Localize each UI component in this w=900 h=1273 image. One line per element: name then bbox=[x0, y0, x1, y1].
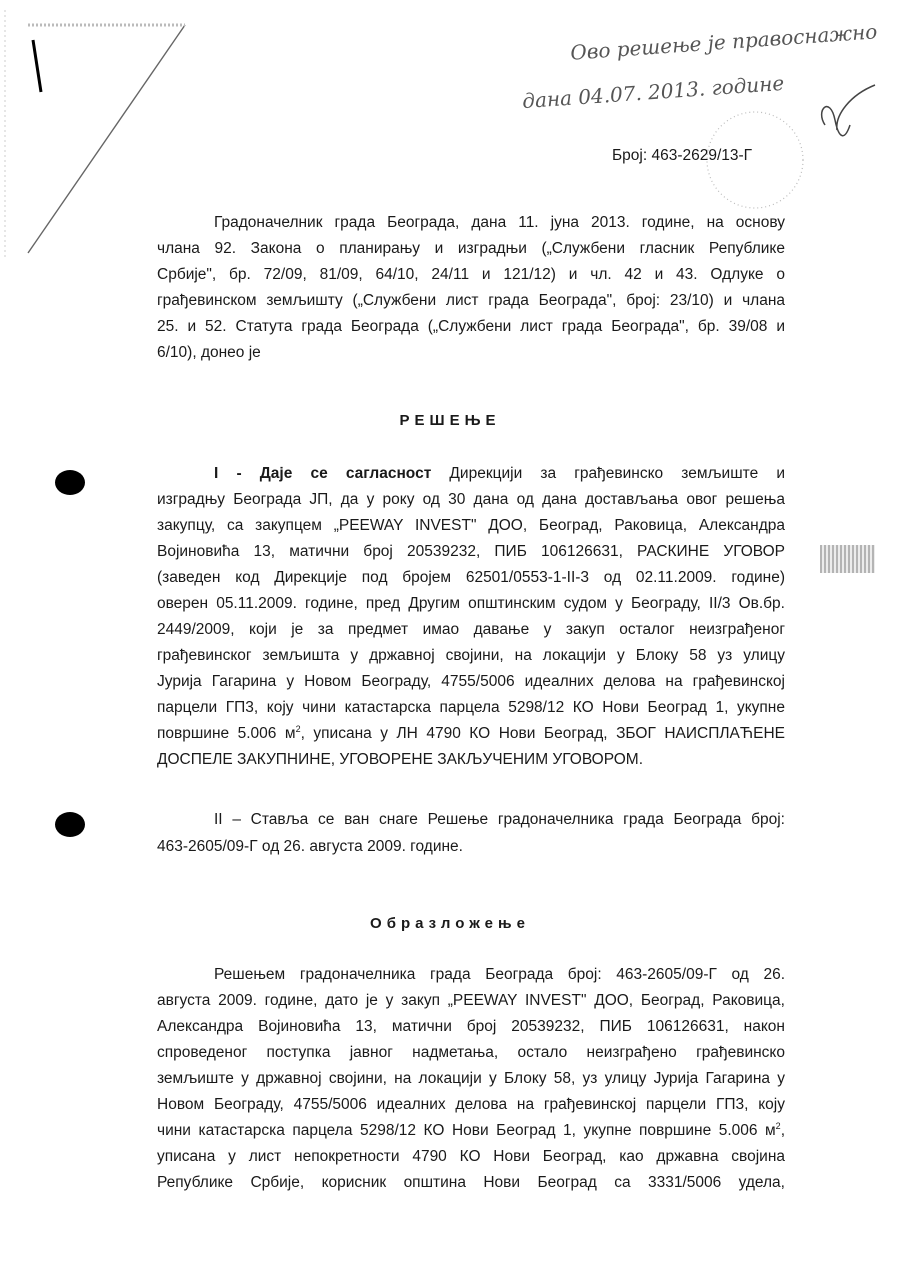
reasoning-line: земљиште у државној својини, на локацији у Блоку 58, уз улицу Јурија Гагарина у bbox=[157, 1070, 785, 1087]
item2-line: II – Ставља се ван снаге Решење градоначелника града Београда број: bbox=[214, 811, 785, 828]
reasoning-line: Решењем градоначелника града Београда број: 463-2605/09-Г од 26. bbox=[214, 966, 785, 983]
superscript: 2 bbox=[295, 723, 301, 734]
item1-first-rest: Дирекцији за грађевинско земљиште и bbox=[431, 465, 785, 482]
area-text: чини катастарска парцела 5298/12 КО Нови Београд 1, укупне површине 5.006 м bbox=[157, 1122, 776, 1139]
preamble-line: 6/10), донео је bbox=[157, 344, 261, 361]
item1-line: парцели ГП3, коју чини катастарска парцела 5298/12 КО Нови Београд 1, укупне bbox=[157, 699, 785, 716]
area-text: површине 5.006 м bbox=[157, 725, 296, 742]
preamble-line: грађевинском земљишту („Службени лист града Београда", број: 23/10) и члана bbox=[157, 292, 785, 309]
punch-hole bbox=[55, 470, 85, 495]
preamble-line: Градоначелник града Београда, дана 11. јуна 2013. године, на основу bbox=[214, 214, 785, 231]
item1-line: грађевинског земљишта у државној својини, на локацији у Блоку 58 уз улицу bbox=[157, 647, 785, 664]
punch-hole bbox=[55, 812, 85, 837]
reasoning-line: Републике Србије, корисник општина Нови Београд са 3331/5006 удела, bbox=[157, 1174, 785, 1191]
item1-line: оверен 05.11.2009. године, пред Другим општинским судом у Београду, II/3 Ов.бр. bbox=[157, 595, 785, 612]
area-text-after: , уписана у ЛН 4790 КО Нови Београд, ЗБОГ НАИСПЛАЋЕНЕ bbox=[300, 725, 785, 742]
handwritten-note-line2: дана 04.07. 2013. године bbox=[521, 70, 785, 114]
item1-line: Јурија Гагарина у Новом Београду, 4755/5006 идеалних делова на грађевинској bbox=[157, 673, 785, 690]
item1-line: 2449/2009, који је за предмет имао давање у закуп осталог неизграђеног bbox=[157, 621, 785, 638]
preamble-line: Србије", бр. 72/09, 81/09, 64/10, 24/11 и 121/12) и чл. 42 и 43. Одлуке о bbox=[157, 266, 785, 283]
reasoning-line: Новом Београду, 4755/5006 идеалних делова на грађевинској парцели ГП3, коју bbox=[157, 1096, 785, 1113]
handwritten-note-line1: Ово решење је правоснажно bbox=[569, 19, 879, 65]
scan-stamp-artifact bbox=[820, 545, 875, 573]
item1-line: (заведен код Дирекције под бројем 62501/0553-1-II-3 од 02.11.2009. године) bbox=[157, 569, 785, 586]
reasoning-line bbox=[157, 1121, 785, 1141]
reasoning-line: уписана у лист непокретности 4790 КО Нови Београд, као државна својина bbox=[157, 1148, 785, 1165]
superscript: 2 bbox=[775, 1120, 781, 1131]
decision-heading: РЕШЕЊЕ bbox=[399, 412, 501, 429]
item1-line: закупцу, са закупцем „PEEWAY INVEST" ДОО, Београд, Раковица, Александра bbox=[157, 517, 785, 534]
area-text-end: , bbox=[780, 1122, 785, 1139]
reasoning-line: спроведеног поступка јавног надметања, остало неизграђено грађевинско bbox=[157, 1044, 785, 1061]
preamble-line: члана 92. Закона о планирању и изградњи („Службени гласник Републике bbox=[157, 240, 785, 257]
item1-line: ДОСПЕЛЕ ЗАКУПНИНЕ, УГОВОРЕНЕ ЗАКЉУЧЕНИМ УГОВОРОМ. bbox=[157, 751, 643, 768]
item1-line: изградњу Београда ЈП, да у року од 30 дана од дана достављања овог решења bbox=[157, 491, 785, 508]
item1-line bbox=[214, 464, 785, 484]
item1-numeral: I - Даје се сагласност bbox=[214, 465, 432, 482]
document-number: Број: 463-2629/13-Г bbox=[612, 147, 753, 164]
reasoning-heading: Образложење bbox=[370, 915, 530, 932]
reasoning-line: августа 2009. године, дато је у закуп „PEEWAY INVEST" ДОО, Београд, Раковица, bbox=[157, 992, 785, 1009]
preamble-line: 25. и 52. Статута града Београда („Службени лист града Београда", бр. 39/08 и bbox=[157, 318, 785, 335]
item1-line bbox=[157, 724, 785, 744]
item2-line: 463-2605/09-Г од 26. августа 2009. године. bbox=[157, 838, 463, 855]
scan-corner-fold bbox=[0, 0, 200, 260]
item1-line: Војиновића 13, матични број 20539232, ПИБ 106126631, РАСКИНЕ УГОВОР bbox=[157, 543, 785, 560]
reasoning-line: Александра Војиновића 13, матични број 20539232, ПИБ 106126631, након bbox=[157, 1018, 785, 1035]
